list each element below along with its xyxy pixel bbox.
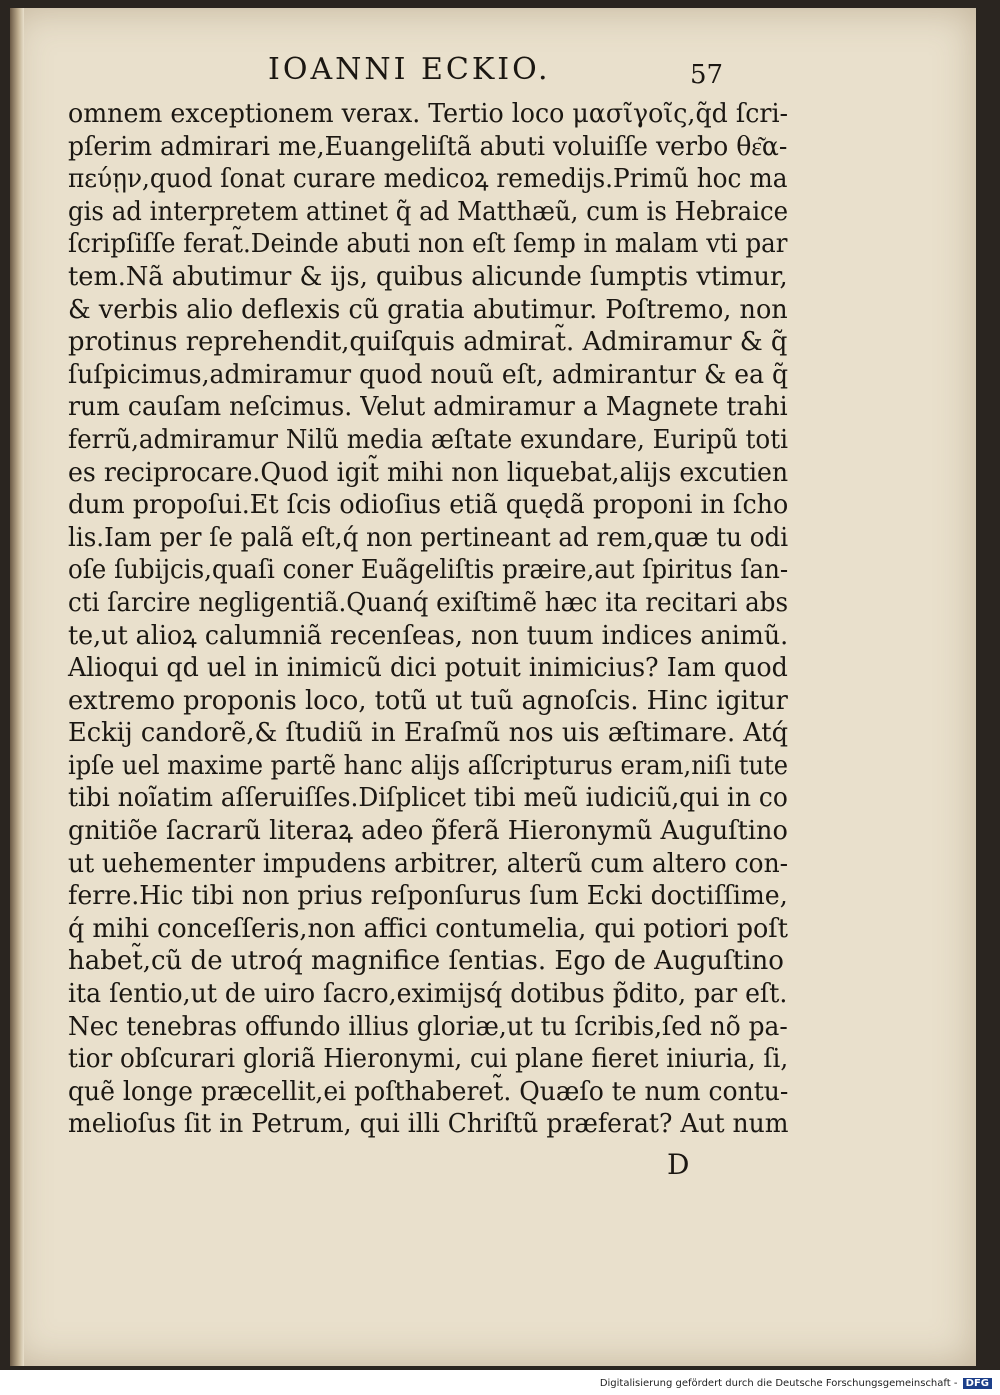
text-line: cti ſarcire negligentiã.Quanq́ exiſtimẽ hæc ita recitari abs (68, 587, 789, 618)
text-line: tem.Nã abutimur & ijs, quibus alicunde ſumptis vtimur, (68, 261, 788, 292)
text-line: rum cauſam neſcimus. Velut admiramur a Magnete trahi (68, 392, 788, 423)
text-line: ferre.Hic tibi non prius reſponſurus ſum Ecki doctiſſime, (68, 881, 788, 912)
text-line: habet̃,cũ de utroq́ magnifice ſentias. Ego de Auguſtino (68, 946, 784, 977)
body-text (68, 98, 788, 1141)
text-line: es reciprocare.Quod igit̃ mihi non liquebat,alijs excutien (68, 457, 789, 488)
text-line: & verbis alio deflexis cũ gratia abutimur. Poſtremo, non (68, 294, 788, 325)
folio-number: 57 (690, 60, 724, 90)
page-binding-edge (10, 8, 24, 1366)
text-line: ſuſpicimus,admiramur quod nouũ eſt, admirantur & ea q̃ (68, 359, 789, 390)
text-line: gis ad interpretem attinet q̃ ad Matthæũ, cum is Hebraice (68, 196, 789, 227)
text-line: Nec tenebras offundo illius gloriæ,ut tu ſcribis,ſed nõ pa- (68, 1011, 788, 1042)
text-line: Alioqui qd uel in inimicũ dici potuit inimicius? Iam quod (68, 653, 788, 684)
text-line: lis.Iam per ſe palã eſt,q́ non pertineant ad rem,quæ tu odi (68, 522, 789, 553)
text-line: gnitiõe ſacrarũ literaꝝ adeo p̃ferã Hieronymũ Auguſtino (68, 816, 788, 847)
digitization-credit (600, 1378, 992, 1389)
text-line: tior obſcurari gloriã Hieronymi, cui plane fieret iniuria, ſi, (68, 1044, 789, 1075)
text-line: ut uehementer impudens arbitrer, alterũ cum altero con- (68, 848, 789, 879)
signature-mark: D (667, 1148, 690, 1181)
text-line: pſerim admirari me,Euangeliſtã abuti voluiſſe verbo θε͂α- (68, 131, 788, 162)
text-line: dum propoſui.Et ſcis odioſius etiã quędã proponi in ſcho (68, 490, 789, 521)
text-line: te,ut alioꝝ calumniã recenſeas, non tuum indices animũ. (68, 620, 789, 651)
text-line: ferrũ,admiramur Nilũ media æſtate exundare, Euripũ toti (68, 424, 789, 455)
dfg-logo: DFG (963, 1378, 992, 1389)
text-line: tibi noĩatim aſſeruiſſes.Diſplicet tibi meũ iudiciũ,qui in co (68, 783, 788, 814)
credit-text: Digitalisierung gefördert durch die Deutsche Forschungsgemeinschaft - (599, 1378, 958, 1389)
book-page (10, 8, 976, 1366)
text-line: extremo proponis loco, totũ ut tuũ agnoſcis. Hinc igitur (68, 685, 788, 716)
text-line: ſcripſiſſe ferat̃.Deinde abuti non eſt ſemp in malam vti par (68, 229, 788, 260)
running-head: IOANNI ECKIO. (268, 52, 551, 87)
text-line: omnem exceptionem verax. Tertio loco μασῖγοῖς,q̃d ſcri- (68, 99, 789, 129)
text-line: quẽ longe præcellit,ei poſthaberet̃. Quæſo te num contu- (68, 1076, 789, 1107)
text-line: melioſus ſit in Petrum, qui illi Chriſtũ præferat? Aut num (68, 1109, 789, 1140)
text-line: q́ mihi conceſſeris,non affici contumelia, qui potiori poſt (68, 913, 788, 944)
text-line: πεύῃν,quod ſonat curare medicoꝝ remedijs.Primũ hoc ma (68, 164, 788, 195)
text-line: protinus reprehendit,quiſquis admirat̃. Admiramur & q̃ (68, 327, 788, 358)
text-line: oſe ſubijcis,quaſi coner Euãgeliſtis præire,aut ſpiritus ſan- (68, 555, 789, 586)
text-line: ita ſentio,ut de uiro ſacro,eximijsq́ dotibus p̃dito, par eſt. (68, 979, 788, 1010)
text-line: ipſe uel maxime partẽ hanc alijs aſſcripturus eram,niſi tute (68, 750, 789, 781)
text-line: Eckij candorẽ,& ſtudiũ in Eraſmũ nos uis æſtimare. Atq́ (68, 718, 789, 749)
